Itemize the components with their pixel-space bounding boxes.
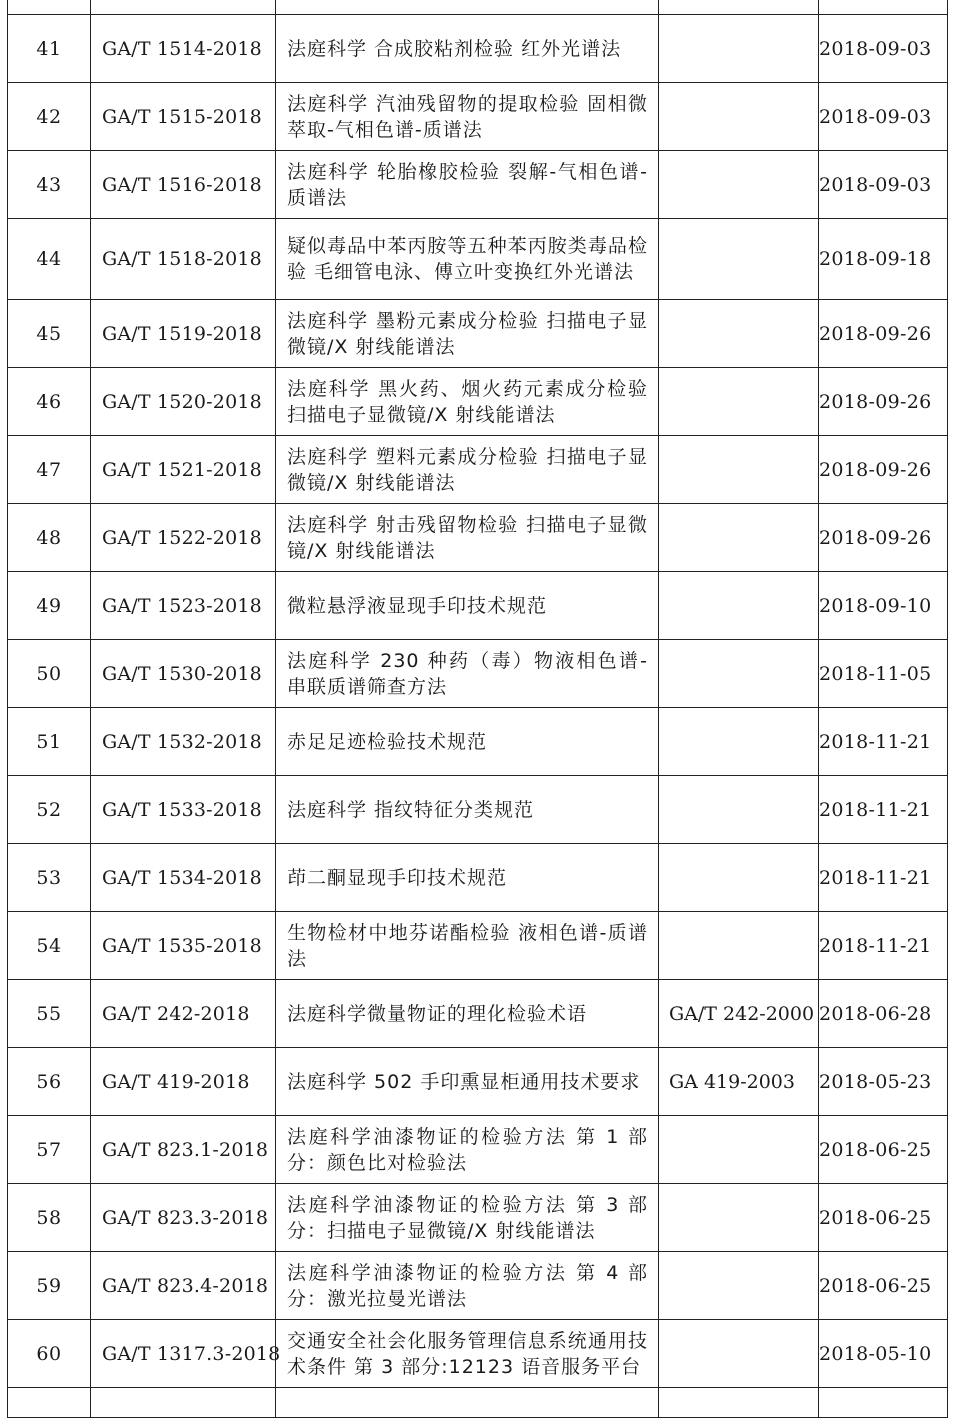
implementation-date: 2018-11-05 xyxy=(819,640,948,708)
replaced-standard xyxy=(659,844,819,912)
row-number: 48 xyxy=(8,504,91,572)
standard-name: 微粒悬浮液显现手印技术规范 xyxy=(276,572,659,640)
table-row xyxy=(8,1116,948,1184)
implementation-date: 2018-11-21 xyxy=(819,844,948,912)
table-row xyxy=(8,504,948,572)
standard-name: 赤足足迹检验技术规范 xyxy=(276,708,659,776)
implementation-date: 2018-05-23 xyxy=(819,1048,948,1116)
row-number: 45 xyxy=(8,300,91,368)
row-number: 54 xyxy=(8,912,91,980)
row-number: 59 xyxy=(8,1252,91,1320)
document-page xyxy=(7,0,947,1386)
table-row xyxy=(8,300,948,368)
replaced-standard xyxy=(659,151,819,219)
table-row xyxy=(8,368,948,436)
table-row xyxy=(8,15,948,83)
standards-table xyxy=(7,0,948,1418)
implementation-date: 2018-11-21 xyxy=(819,776,948,844)
replaced-standard xyxy=(659,572,819,640)
standard-code: GA/T 1521-2018 xyxy=(91,436,276,504)
replaced-standard xyxy=(659,368,819,436)
standard-code: GA/T 1519-2018 xyxy=(91,300,276,368)
table-row xyxy=(8,980,948,1048)
row-number: 43 xyxy=(8,151,91,219)
standard-code: GA/T 1533-2018 xyxy=(91,776,276,844)
row-number: 56 xyxy=(8,1048,91,1116)
table-cell xyxy=(659,1388,819,1418)
replaced-standard xyxy=(659,776,819,844)
standard-name: 法庭科学 230 种药（毒）物液相色谱-串联质谱筛查方法 xyxy=(276,640,659,708)
standard-code: GA/T 823.1-2018 xyxy=(91,1116,276,1184)
standard-name: 生物检材中地芬诺酯检验 液相色谱-质谱法 xyxy=(276,912,659,980)
replaced-standard xyxy=(659,1184,819,1252)
table-row xyxy=(8,1048,948,1116)
replaced-standard xyxy=(659,708,819,776)
standard-code: GA/T 1520-2018 xyxy=(91,368,276,436)
implementation-date: 2018-06-28 xyxy=(819,980,948,1048)
table-row xyxy=(8,151,948,219)
replaced-standard xyxy=(659,912,819,980)
table-row xyxy=(8,1320,948,1388)
standard-name: 法庭科学 合成胶粘剂检验 红外光谱法 xyxy=(276,15,659,83)
replaced-standard xyxy=(659,83,819,151)
row-number: 49 xyxy=(8,572,91,640)
table-cell xyxy=(276,0,659,15)
implementation-date: 2018-06-25 xyxy=(819,1184,948,1252)
table-row xyxy=(8,436,948,504)
standard-code: GA/T 823.4-2018 xyxy=(91,1252,276,1320)
table-row xyxy=(8,708,948,776)
standard-code: GA/T 823.3-2018 xyxy=(91,1184,276,1252)
replaced-standard xyxy=(659,504,819,572)
standard-code: GA/T 1534-2018 xyxy=(91,844,276,912)
table-row-partial-bottom xyxy=(8,1388,948,1418)
row-number: 52 xyxy=(8,776,91,844)
implementation-date: 2018-09-03 xyxy=(819,83,948,151)
standard-name: 交通安全社会化服务管理信息系统通用技术条件 第 3 部分:12123 语音服务平台 xyxy=(276,1320,659,1388)
table-cell xyxy=(91,0,276,15)
standard-code: GA/T 1516-2018 xyxy=(91,151,276,219)
standard-code: GA/T 1514-2018 xyxy=(91,15,276,83)
replaced-standard xyxy=(659,1252,819,1320)
standard-name: 法庭科学油漆物证的检验方法 第 1 部分：颜色比对检验法 xyxy=(276,1116,659,1184)
implementation-date: 2018-11-21 xyxy=(819,708,948,776)
standard-name: 疑似毒品中苯丙胺等五种苯丙胺类毒品检验 毛细管电泳、傅立叶变换红外光谱法 xyxy=(276,219,659,300)
table-row-partial-top xyxy=(8,0,948,15)
standard-name: 法庭科学 汽油残留物的提取检验 固相微萃取-气相色谱-质谱法 xyxy=(276,83,659,151)
standard-code: GA/T 1317.3-2018 xyxy=(91,1320,276,1388)
table-cell xyxy=(276,1388,659,1418)
implementation-date: 2018-09-10 xyxy=(819,572,948,640)
table-row xyxy=(8,844,948,912)
standard-name: 法庭科学 502 手印熏显柜通用技术要求 xyxy=(276,1048,659,1116)
standard-name: 法庭科学 黑火药、烟火药元素成分检验 扫描电子显微镜/X 射线能谱法 xyxy=(276,368,659,436)
table-row xyxy=(8,776,948,844)
replaced-standard xyxy=(659,219,819,300)
replaced-standard: GA/T 242-2000 xyxy=(659,980,819,1048)
replaced-standard: GA 419-2003 xyxy=(659,1048,819,1116)
standard-name: 茚二酮显现手印技术规范 xyxy=(276,844,659,912)
replaced-standard xyxy=(659,1116,819,1184)
implementation-date: 2018-09-26 xyxy=(819,300,948,368)
standard-code: GA/T 1523-2018 xyxy=(91,572,276,640)
standard-name: 法庭科学 指纹特征分类规范 xyxy=(276,776,659,844)
row-number: 44 xyxy=(8,219,91,300)
implementation-date: 2018-05-10 xyxy=(819,1320,948,1388)
row-number: 57 xyxy=(8,1116,91,1184)
replaced-standard xyxy=(659,15,819,83)
standard-code: GA/T 1522-2018 xyxy=(91,504,276,572)
table-cell xyxy=(819,1388,948,1418)
implementation-date: 2018-09-18 xyxy=(819,219,948,300)
implementation-date: 2018-09-03 xyxy=(819,15,948,83)
standard-name: 法庭科学 墨粉元素成分检验 扫描电子显微镜/X 射线能谱法 xyxy=(276,300,659,368)
table-body xyxy=(8,0,948,1418)
replaced-standard xyxy=(659,1320,819,1388)
table-row xyxy=(8,640,948,708)
implementation-date: 2018-11-21 xyxy=(819,912,948,980)
standard-code: GA/T 242-2018 xyxy=(91,980,276,1048)
standard-name: 法庭科学 塑料元素成分检验 扫描电子显微镜/X 射线能谱法 xyxy=(276,436,659,504)
table-cell xyxy=(659,0,819,15)
table-cell xyxy=(819,0,948,15)
row-number: 42 xyxy=(8,83,91,151)
table-row xyxy=(8,83,948,151)
standard-name: 法庭科学油漆物证的检验方法 第 3 部分：扫描电子显微镜/X 射线能谱法 xyxy=(276,1184,659,1252)
standard-name: 法庭科学微量物证的理化检验术语 xyxy=(276,980,659,1048)
row-number: 60 xyxy=(8,1320,91,1388)
standard-code: GA/T 1532-2018 xyxy=(91,708,276,776)
row-number: 46 xyxy=(8,368,91,436)
replaced-standard xyxy=(659,640,819,708)
implementation-date: 2018-09-26 xyxy=(819,436,948,504)
replaced-standard xyxy=(659,300,819,368)
row-number: 53 xyxy=(8,844,91,912)
table-cell xyxy=(8,1388,91,1418)
table-row xyxy=(8,572,948,640)
implementation-date: 2018-06-25 xyxy=(819,1116,948,1184)
replaced-standard xyxy=(659,436,819,504)
table-row xyxy=(8,1252,948,1320)
row-number: 47 xyxy=(8,436,91,504)
implementation-date: 2018-06-25 xyxy=(819,1252,948,1320)
standard-code: GA/T 1530-2018 xyxy=(91,640,276,708)
table-cell xyxy=(8,0,91,15)
row-number: 58 xyxy=(8,1184,91,1252)
table-row xyxy=(8,219,948,300)
standard-code: GA/T 419-2018 xyxy=(91,1048,276,1116)
row-number: 50 xyxy=(8,640,91,708)
table-row xyxy=(8,912,948,980)
standard-code: GA/T 1535-2018 xyxy=(91,912,276,980)
implementation-date: 2018-09-03 xyxy=(819,151,948,219)
standard-name: 法庭科学 射击残留物检验 扫描电子显微镜/X 射线能谱法 xyxy=(276,504,659,572)
standard-name: 法庭科学 轮胎橡胶检验 裂解-气相色谱-质谱法 xyxy=(276,151,659,219)
standard-name: 法庭科学油漆物证的检验方法 第 4 部分：激光拉曼光谱法 xyxy=(276,1252,659,1320)
table-row xyxy=(8,1184,948,1252)
row-number: 55 xyxy=(8,980,91,1048)
standard-code: GA/T 1518-2018 xyxy=(91,219,276,300)
row-number: 41 xyxy=(8,15,91,83)
table-cell xyxy=(91,1388,276,1418)
implementation-date: 2018-09-26 xyxy=(819,504,948,572)
row-number: 51 xyxy=(8,708,91,776)
standard-code: GA/T 1515-2018 xyxy=(91,83,276,151)
implementation-date: 2018-09-26 xyxy=(819,368,948,436)
